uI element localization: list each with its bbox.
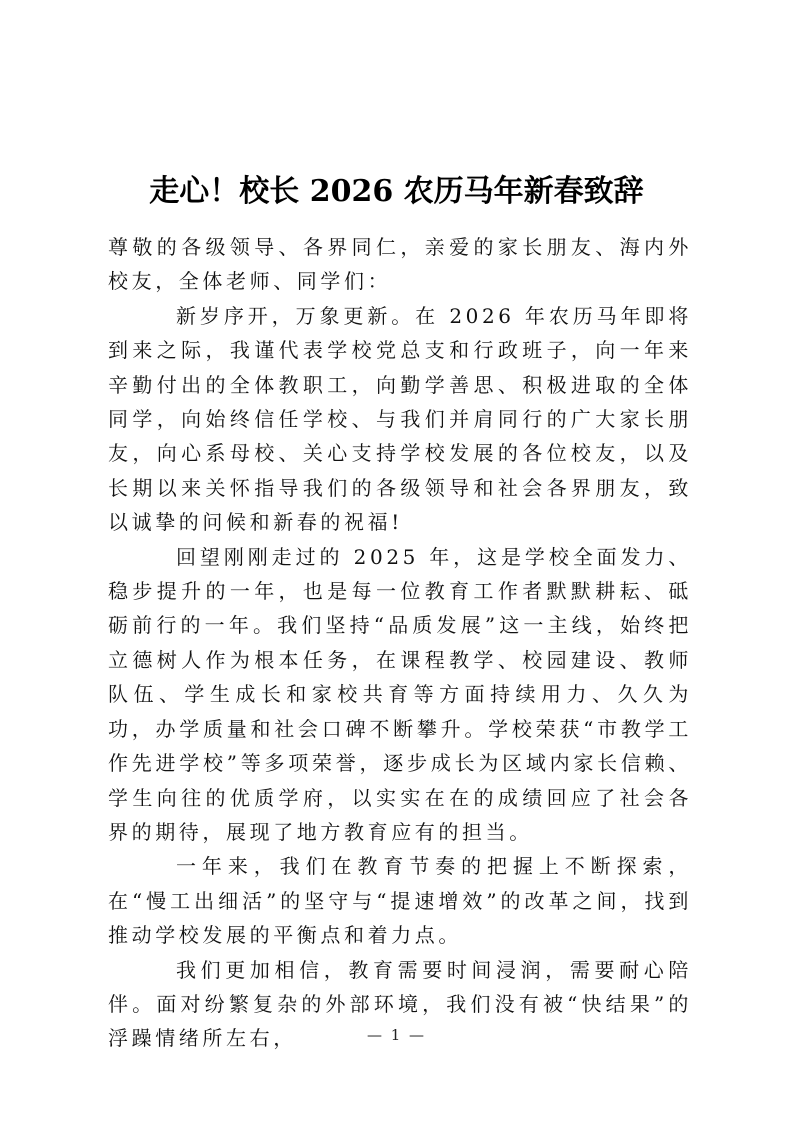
page-number: — 1 — [366,1026,427,1044]
document-title: 走心！校长 2026 农历马年新春致辞 [149,174,644,210]
document-body [108,230,692,1056]
paragraph-greeting: 新岁序开，万象更新。在 2026 年农历马年即将到来之际，我谨代表学校党总支和行政班子，向一年来辛勤付出的全体教职工，向勤学善思、积极进取的全体同学，向始终信任学校、与我们并肩同行的广大家长朋友，向心系母校、关心支持学校发展的各位校友，以及长期以来关怀指导我们的各级领导和社会各界朋友，致以诚挚的问候和新春的祝福! [108,303,692,535]
paragraph-belief: 我们更加相信，教育需要时间浸润，需要耐心陪伴。面对纷繁复杂的外部环境，我们没有被“快结果”的浮躁情绪所左右， [108,957,692,1051]
paragraph-review-2025: 回望刚刚走过的 2025 年，这是学校全面发力、稳步提升的一年，也是每一位教育工作者默默耕耘、砥砺前行的一年。我们坚持“品质发展”这一主线，始终把立德树人作为根本任务，在课程教学、校园建设、教师队伍、学生成长和家校共育等方面持续用力、久久为功，办学质量和社会口碑不断攀升。学校荣获“市教学工作先进学校”等多项荣誉，逐步成长为区域内家长信赖、学生向往的优质学府，以实实在在的成绩回应了社会各界的期待，展现了地方教育应有的担当。 [108,544,692,844]
salutation: 尊敬的各级领导、各界同仁，亲爱的家长朋友、海内外校友，全体老师、同学们： [108,235,692,294]
paragraph-exploration: 一年来，我们在教育节奏的把握上不断探索，在“慢工出细活”的坚守与“提速增效”的改革之间，找到推动学校发展的平衡点和着力点。 [108,854,692,948]
